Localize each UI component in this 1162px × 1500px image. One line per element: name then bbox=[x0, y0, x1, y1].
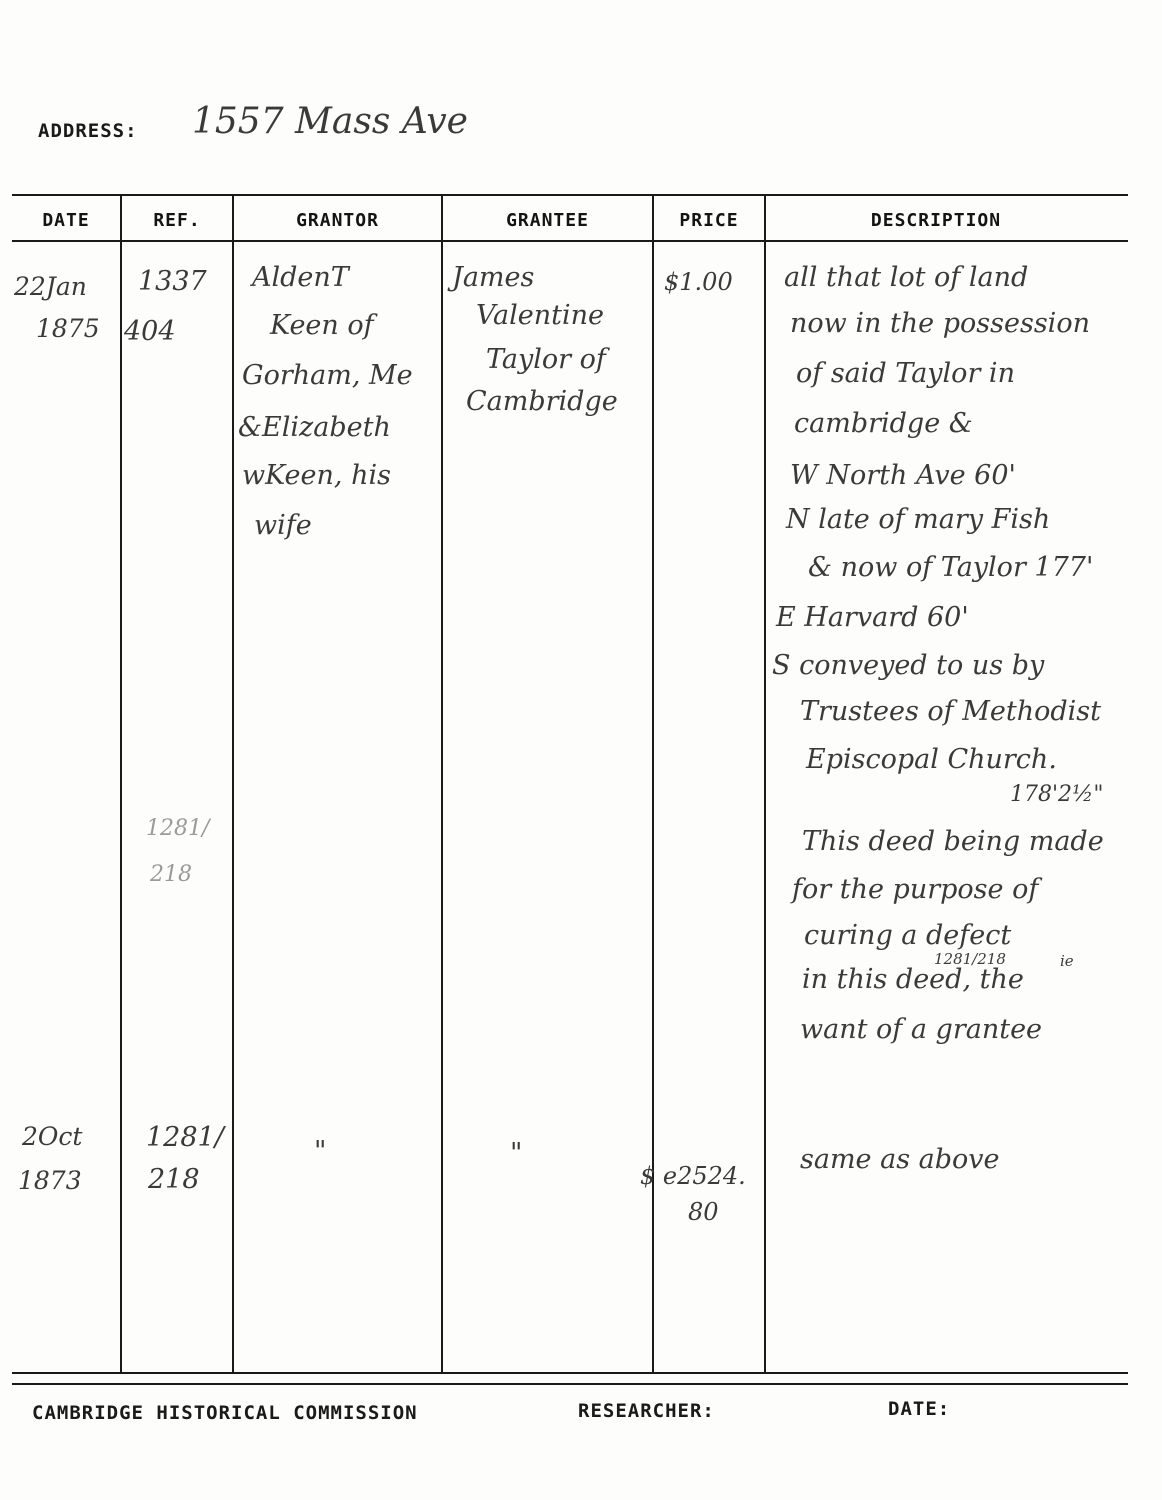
entry-1-grantee-line-1: James bbox=[452, 262, 535, 293]
footer-commission-name: CAMBRIDGE HISTORICAL COMMISSION bbox=[32, 1402, 418, 1424]
entry-1-description-line-14: for the purpose of bbox=[792, 874, 1039, 905]
footer-researcher-label: RESEARCHER: bbox=[578, 1400, 715, 1422]
entry-1-date-line-1: 22Jan bbox=[14, 272, 87, 301]
entry-1-grantee-line-2: Valentine bbox=[476, 300, 604, 331]
entry-1-description-line-12: 178'2½" bbox=[1010, 782, 1104, 807]
entry-1-grantor-line-6: wife bbox=[254, 510, 312, 541]
column-divider-grantee-price bbox=[652, 196, 654, 1374]
entry-2-price-line-2: 80 bbox=[688, 1198, 719, 1226]
column-divider-grantor-grantee bbox=[441, 196, 443, 1374]
footer-rule bbox=[12, 1383, 1128, 1385]
entry-1-grantor-line-5: wKeen, his bbox=[242, 460, 391, 491]
entry-1-inline-ie-note: ie bbox=[1060, 952, 1074, 970]
entry-1-date-line-2: 1875 bbox=[36, 314, 100, 343]
entry-1-description-line-15: curing a defect bbox=[804, 920, 1012, 951]
entry-1-description-line-1: all that lot of land bbox=[784, 262, 1029, 293]
entry-1-inline-ref-note: 1281/218 bbox=[934, 950, 1006, 968]
table-header-rule bbox=[12, 240, 1128, 242]
entry-1-grantor-line-4: &Elizabeth bbox=[238, 412, 391, 443]
address-label: ADDRESS: bbox=[38, 120, 138, 142]
entry-1-description-line-17: want of a grantee bbox=[800, 1014, 1043, 1045]
entry-1-description-line-13: This deed being made bbox=[802, 826, 1104, 857]
entry-1-description-line-11: Episcopal Church. bbox=[806, 744, 1057, 775]
entry-1-ref-line-2: 404 bbox=[124, 316, 176, 347]
column-header-ref: REF. bbox=[153, 209, 201, 231]
footer-date-label: DATE: bbox=[888, 1398, 951, 1420]
column-header-price: PRICE bbox=[679, 209, 739, 231]
column-divider-ref-grantor bbox=[232, 196, 234, 1374]
entry-1-grantor-line-3: Gorham, Me bbox=[242, 360, 413, 391]
entry-2-date-line-1: 2Oct bbox=[22, 1122, 83, 1151]
entry-2-ref-line-1: 1281/ bbox=[146, 1122, 224, 1153]
entry-1-grantee-line-4: Cambridge bbox=[466, 386, 618, 417]
entry-1-grantee-line-3: Taylor of bbox=[486, 344, 606, 375]
entry-1-description-line-2: now in the possession bbox=[790, 308, 1090, 339]
entry-2-description: same as above bbox=[800, 1144, 1000, 1175]
entry-1-margin-ref-line-1: 1281/ bbox=[146, 816, 210, 841]
entry-1-grantor-line-2: Keen of bbox=[270, 310, 374, 341]
entry-1-description-line-6: N late of mary Fish bbox=[786, 504, 1051, 535]
entry-1-description-line-7: & now of Taylor 177' bbox=[808, 552, 1094, 583]
entry-2-grantee-ditto: " bbox=[510, 1138, 523, 1169]
address-value: 1557 Mass Ave bbox=[192, 101, 468, 142]
column-divider-price-description bbox=[764, 196, 766, 1374]
table-top-rule bbox=[12, 194, 1128, 196]
entry-1-description-line-4: cambridge & bbox=[794, 408, 973, 439]
entry-2-price-line-1: $ e2524. bbox=[640, 1162, 746, 1190]
entry-1-description-line-3: of said Taylor in bbox=[796, 358, 1015, 389]
entry-1-description-line-16: in this deed, the bbox=[802, 964, 1024, 995]
entry-1-description-line-8: E Harvard 60' bbox=[776, 602, 969, 633]
entry-1-grantor-line-1: AldenT bbox=[252, 262, 349, 293]
entry-1-price: $1.00 bbox=[664, 268, 733, 296]
entry-2-grantor-ditto: " bbox=[314, 1136, 327, 1167]
column-header-grantor: GRANTOR bbox=[296, 209, 379, 231]
entry-1-description-line-10: Trustees of Methodist bbox=[800, 696, 1101, 727]
entry-2-ref-line-2: 218 bbox=[148, 1164, 200, 1195]
entry-2-date-line-2: 1873 bbox=[18, 1166, 82, 1195]
table-bottom-rule bbox=[12, 1372, 1128, 1374]
entry-1-description-line-9: S conveyed to us by bbox=[772, 650, 1045, 681]
column-divider-date-ref bbox=[120, 196, 122, 1374]
column-header-date: DATE bbox=[42, 209, 90, 231]
entry-1-description-line-5: W North Ave 60' bbox=[790, 460, 1016, 491]
column-header-grantee: GRANTEE bbox=[506, 209, 589, 231]
column-header-description: DESCRIPTION bbox=[870, 209, 1002, 231]
entry-1-ref-line-1: 1337 bbox=[138, 266, 207, 297]
entry-1-margin-ref-line-2: 218 bbox=[150, 862, 192, 887]
